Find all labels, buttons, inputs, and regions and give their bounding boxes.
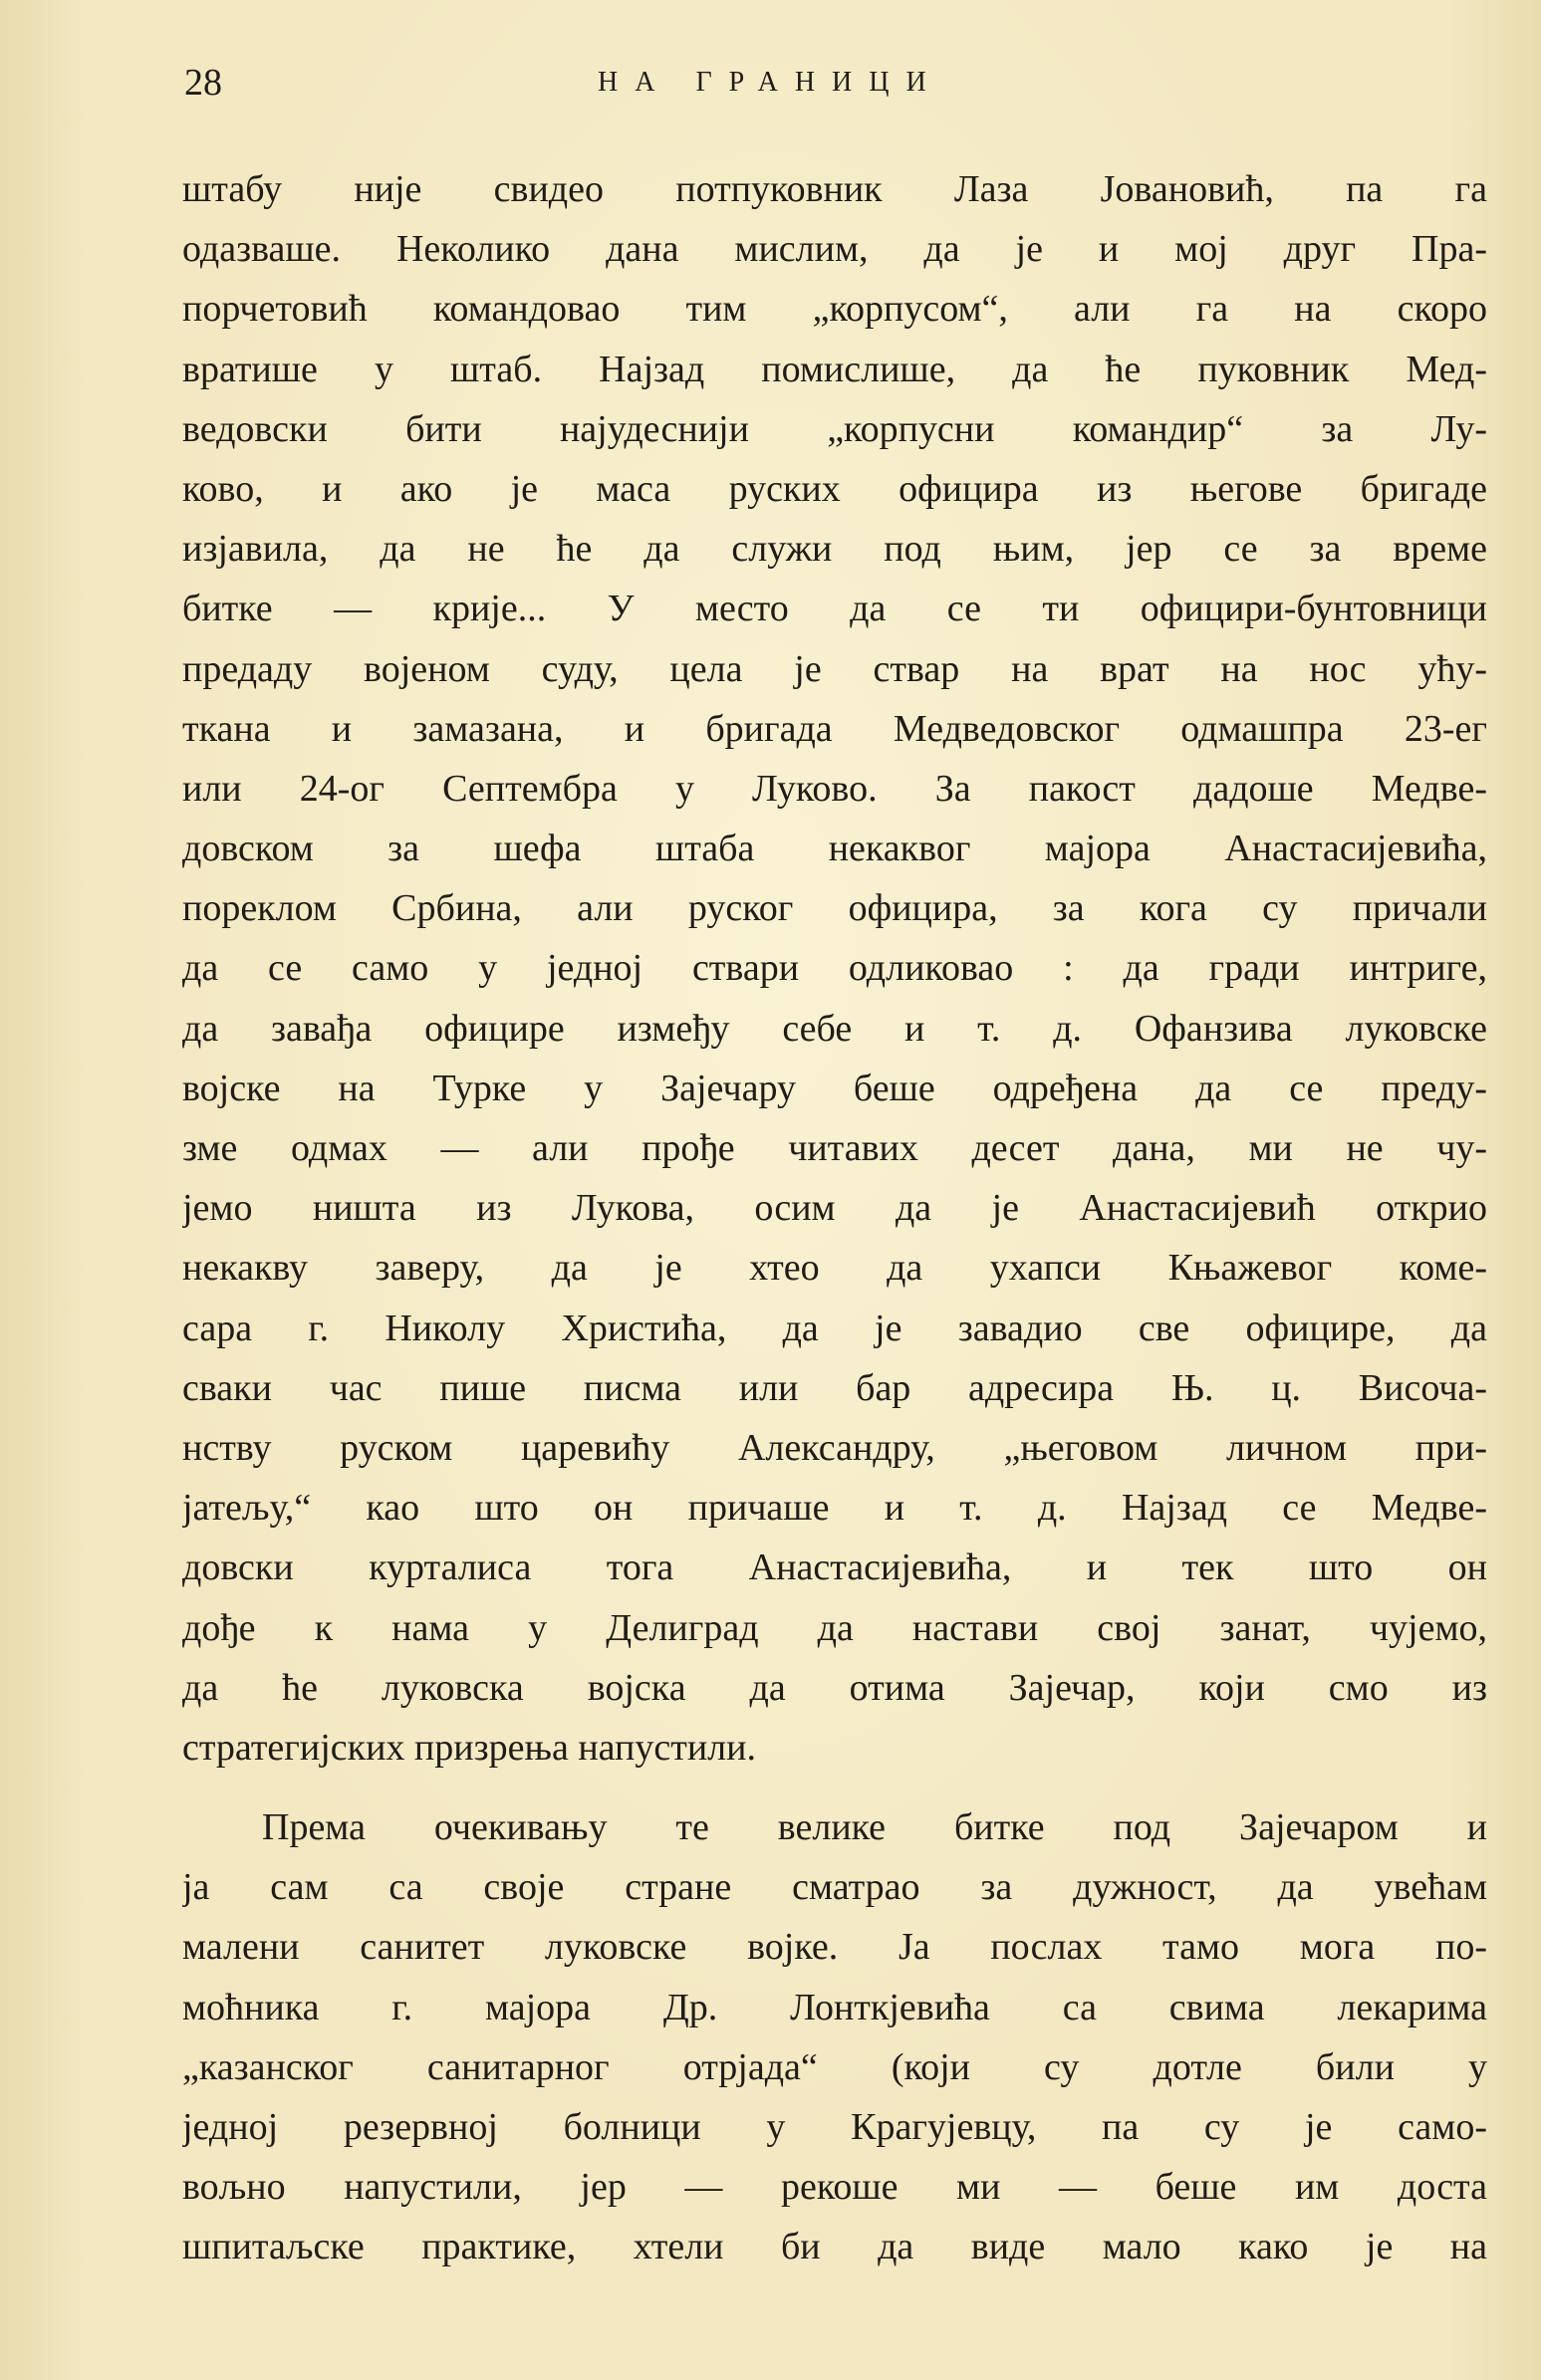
text-line: ково, и ако је маса руских официра из његове бригаде: [182, 467, 1487, 510]
text-line: моћника г. мајора Др. Лонткјевића са свима лекарима: [182, 1986, 1487, 2028]
text-line: да ће луковска војска да отима Зајечар, који смо из: [182, 1666, 1487, 1709]
paragraph-2: [182, 1797, 1487, 2277]
text-line: ведовски бити најудеснији „корпусни командир“ за Лу-: [182, 407, 1487, 450]
text-line: једној резервној болници у Крагујевцу, па су је само-: [182, 2106, 1487, 2148]
text-line: битке — крије... У место да се ти официри-бунтовници: [182, 588, 1487, 630]
page-number: 28: [184, 62, 222, 104]
text-line: изјавила, да не ће да служи под њим, јер се за време: [182, 528, 1487, 571]
text-line: малени санитет луковске војке. Ја послах тамо мога по-: [182, 1926, 1487, 1969]
text-line: ткана и замазана, и бригада Медведовског одмашпра 23-ег: [182, 707, 1487, 750]
text-line: нству руском царевићу Александру, „његовом личном при-: [182, 1426, 1487, 1469]
text-line: довски курталиса тога Анастасијевића, и тек што он: [182, 1547, 1487, 1589]
page-header: [0, 58, 1541, 108]
text-line: некакву заверу, да је хтео да ухапси Књажевог коме-: [182, 1247, 1487, 1290]
paragraph-gap: [182, 1778, 1487, 1797]
running-head: НА ГРАНИЦИ: [598, 67, 943, 98]
text-line: да се само у једној ствари одликовао : да гради интриге,: [182, 947, 1487, 990]
text-line: „казанског санитарног отрјада“ (који су дотле били у: [182, 2045, 1487, 2088]
text-line: Према очекивању те велике битке под Зајечаром и: [262, 1806, 1487, 1849]
paragraph-1: [182, 159, 1487, 1778]
text-line: ја сам са своје стране сматрао за дужност, да увећам: [182, 1866, 1487, 1909]
text-line: сара г. Николу Христића, да је завадио све официре, да: [182, 1307, 1487, 1349]
body-text: [182, 159, 1487, 2277]
text-line: стратегијских призрења напустили.: [182, 1726, 756, 1769]
text-line: сваки час пише писма или бар адресира Њ. ц. Височа-: [182, 1366, 1487, 1409]
text-line: порчетовић командовао тим „корпусом“, али га на скоро: [182, 288, 1487, 331]
text-line: вратише у штаб. Најзад помислише, да ће пуковник Мед-: [182, 348, 1487, 390]
text-line: зме одмах — али прође читавих десет дана, ми не чу-: [182, 1127, 1487, 1169]
text-line: предаду војеном суду, цела је ствар на врат на нос ућу-: [182, 647, 1487, 690]
text-line: дође к нама у Делиград да настави свој занат, чујемо,: [182, 1606, 1487, 1649]
text-line: јемо ништа из Лукова, осим да је Анастасијевић открио: [182, 1187, 1487, 1230]
text-line: штабу није свидео потпуковник Лаза Јовановић, па га: [182, 168, 1487, 210]
text-line: или 24-ог Септембра у Луково. За пакост дадоше Медве-: [182, 767, 1487, 810]
text-line: довском за шефа штаба некаквог мајора Анастасијевића,: [182, 828, 1487, 870]
text-line: јатељу,“ као што он причаше и т. д. Најзад се Медве-: [182, 1487, 1487, 1530]
text-line: пореклом Србина, али руског официра, за кога су причали: [182, 887, 1487, 930]
text-line: шпитаљске практике, хтели би да виде мало како је на: [182, 2226, 1487, 2268]
text-line: да завађа официре између себе и т. д. Офанзива луковске: [182, 1007, 1487, 1050]
text-line: војске на Турке у Зајечару беше одређена да се преду-: [182, 1067, 1487, 1109]
text-line: вољно напустили, јер — рекоше ми — беше им доста: [182, 2166, 1487, 2209]
text-line: одазваше. Неколико дана мислим, да је и мој друг Пра-: [182, 228, 1487, 271]
